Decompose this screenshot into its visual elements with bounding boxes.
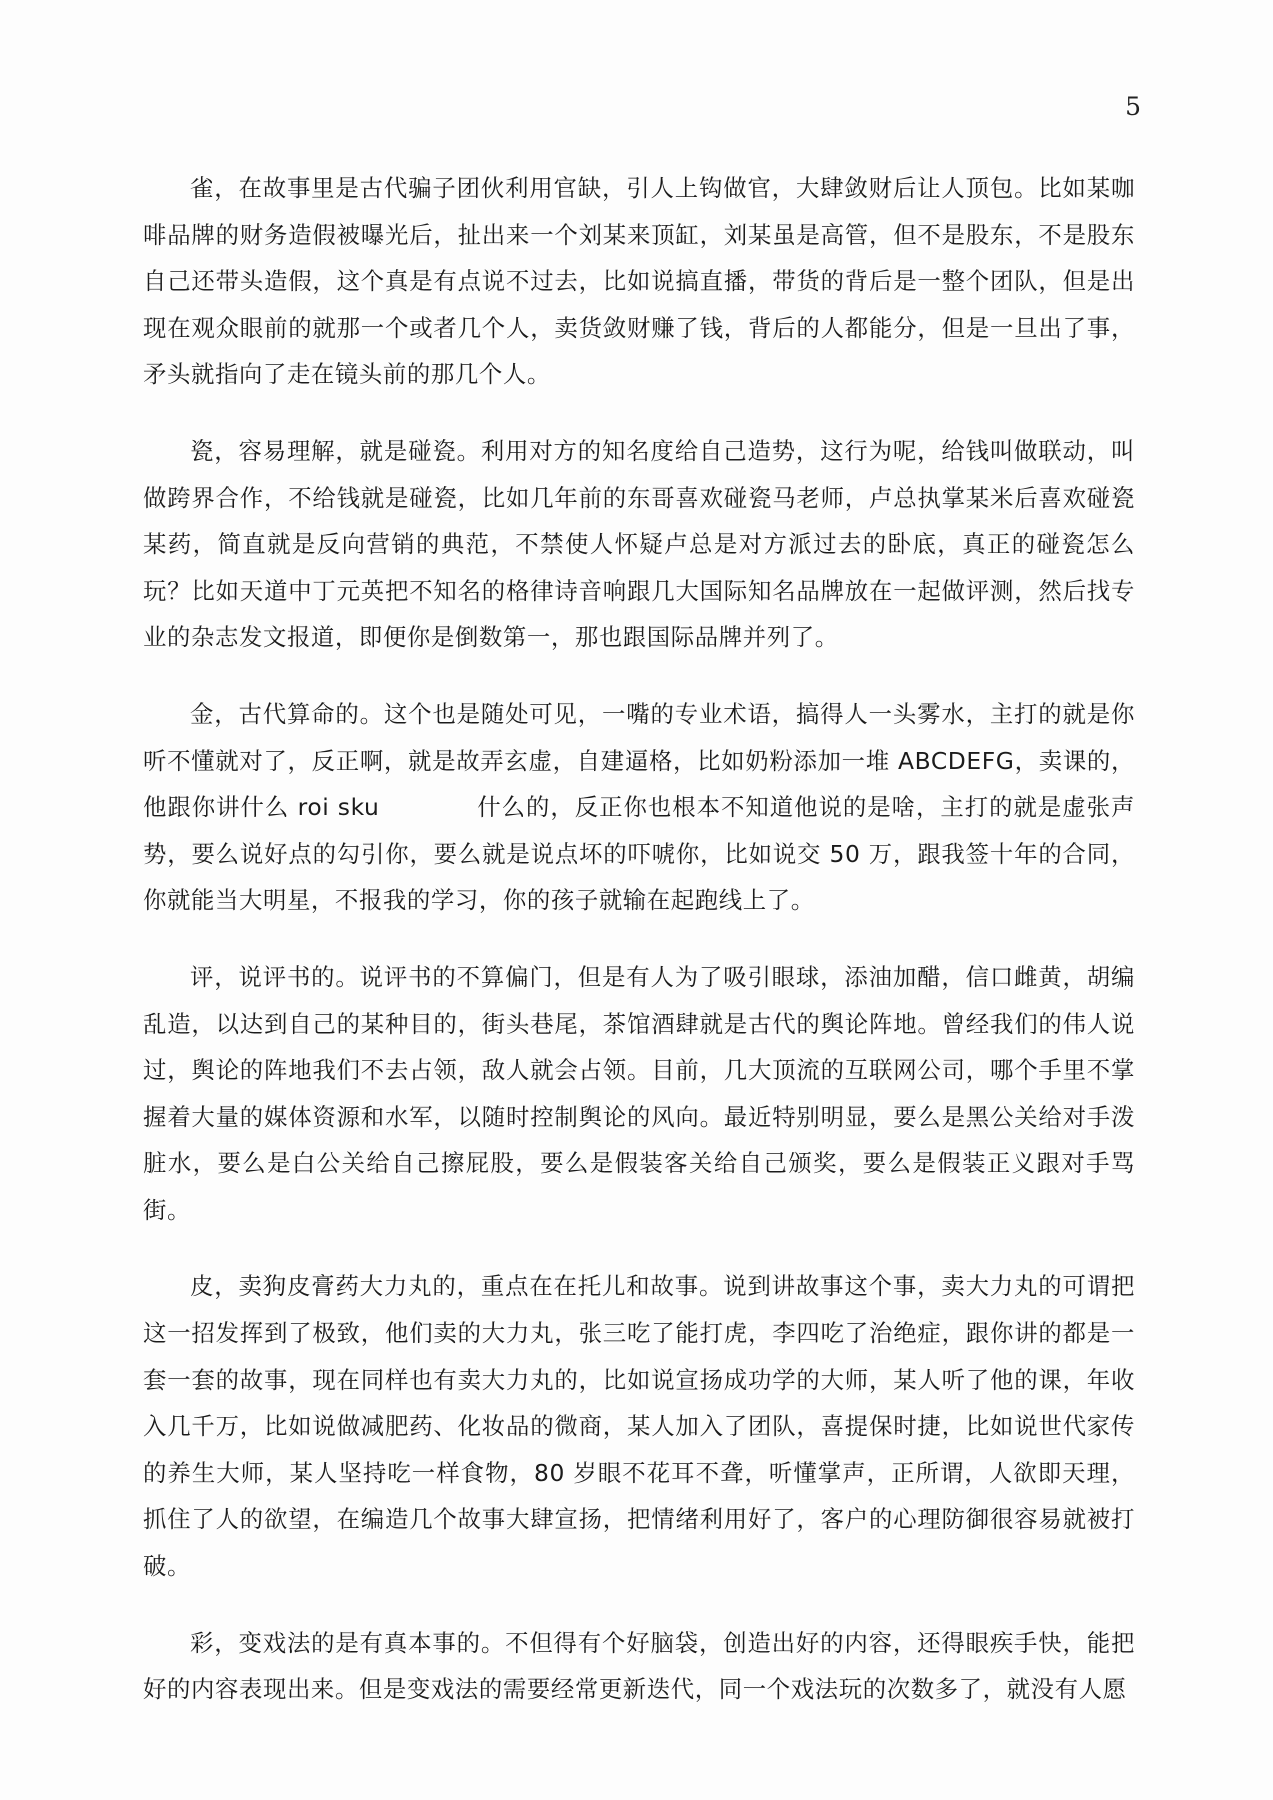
- page-number: 5: [1125, 92, 1141, 121]
- body-text: [143, 165, 1135, 1713]
- paragraph-cai: 彩，变戏法的是有真本事的。不但得有个好脑袋，创造出好的内容，还得眼疾手快，能把好的内容表现出来。但是变戏法的需要经常更新迭代，同一个戏法玩的次数多了，就没有人愿: [143, 1628, 1135, 1704]
- paragraph-ping: 评，说评书的。说评书的不算偏门，但是有人为了吸引眼球，添油加醋，信口雌黄，胡编乱造，以达到自己的某种目的，街头巷尾，茶馆酒肆就是古代的舆论阵地。曾经我们的伟人说过，舆论的阵地我们不去占领，敌人就会占领。目前，几大顶流的互联网公司，哪个手里不掌握着大量的媒体资源和水军，以随时控制舆论的风向。最近特别明显，要么是黑公关给对手泼脏水，要么是白公关给自己擦屁股，要么是假装客关给自己颁奖，要么是假装正义跟对手骂街。: [143, 962, 1135, 1224]
- paragraph-que: 雀，在故事里是古代骗子团伙利用官缺，引人上钩做官，大肆敛财后让人顶包。比如某咖啡品牌的财务造假被曝光后，扯出来一个刘某来顶缸，刘某虽是高管，但不是股东，不是股东自己还带头造假，这个真是有点说不过去，比如说搞直播，带货的背后是一整个团队，但是出现在观众眼前的就那一个或者几个人，卖货敛财赚了钱，背后的人都能分，但是一旦出了事，矛头就指向了走在镜头前的那几个人。: [143, 174, 1135, 389]
- paragraph-ci: 瓷，容易理解，就是碰瓷。利用对方的知名度给自己造势，这行为呢，给钱叫做联动，叫做跨界合作，不给钱就是碰瓷，比如几年前的东哥喜欢碰瓷马老师，卢总执掌某米后喜欢碰瓷某药，简直就是反向营销的典范，不禁使人怀疑卢总是对方派过去的卧底，真正的碰瓷怎么玩？比如天道中丁元英把不知名的格律诗音响跟几大国际知名品牌放在一起做评测，然后找专业的杂志发文报道，即便你是倒数第一，那也跟国际品牌并列了。: [143, 436, 1135, 652]
- paragraph-pi: 皮，卖狗皮膏药大力丸的，重点在在托儿和故事。说到讲故事这个事，卖大力丸的可谓把这一招发挥到了极致，他们卖的大力丸，张三吃了能打虎，李四吃了治绝症，跟你讲的都是一套一套的故事，现在同样也有卖大力丸的，比如说宣扬成功学的大师，某人听了他的课，年收入几千万，比如说做减肥药、化妆品的微商，某人加入了团队，喜提保时捷，比如说世代家传的养生大师，某人坚持吃一样食物，80 岁眼不花耳不聋，听懂掌声，正所谓，人欲即天理，抓住了人的欲望，在编造几个故事大肆宣扬，把情绪利用好了，客户的心理防御很容易就被打破。: [143, 1272, 1135, 1581]
- paragraph-jin: 金，古代算命的。这个也是随处可见，一嘴的专业术语，搞得人一头雾水，主打的就是你听不懂就对了，反正啊，就是故弄玄虚，自建逼格，比如奶粉添加一堆 ABCDEFG，卖课的，他跟你讲什么 roi sku 什么的，反正你也根本不知道他说的是啥，主打的就是虚张声势，要么说好点的勾引你，要么就是说点坏的吓唬你，比如说交 50 万，跟我签十年的合同，你就能当大明星，不报我的学习，你的孩子就输在起跑线上了。: [143, 699, 1135, 915]
